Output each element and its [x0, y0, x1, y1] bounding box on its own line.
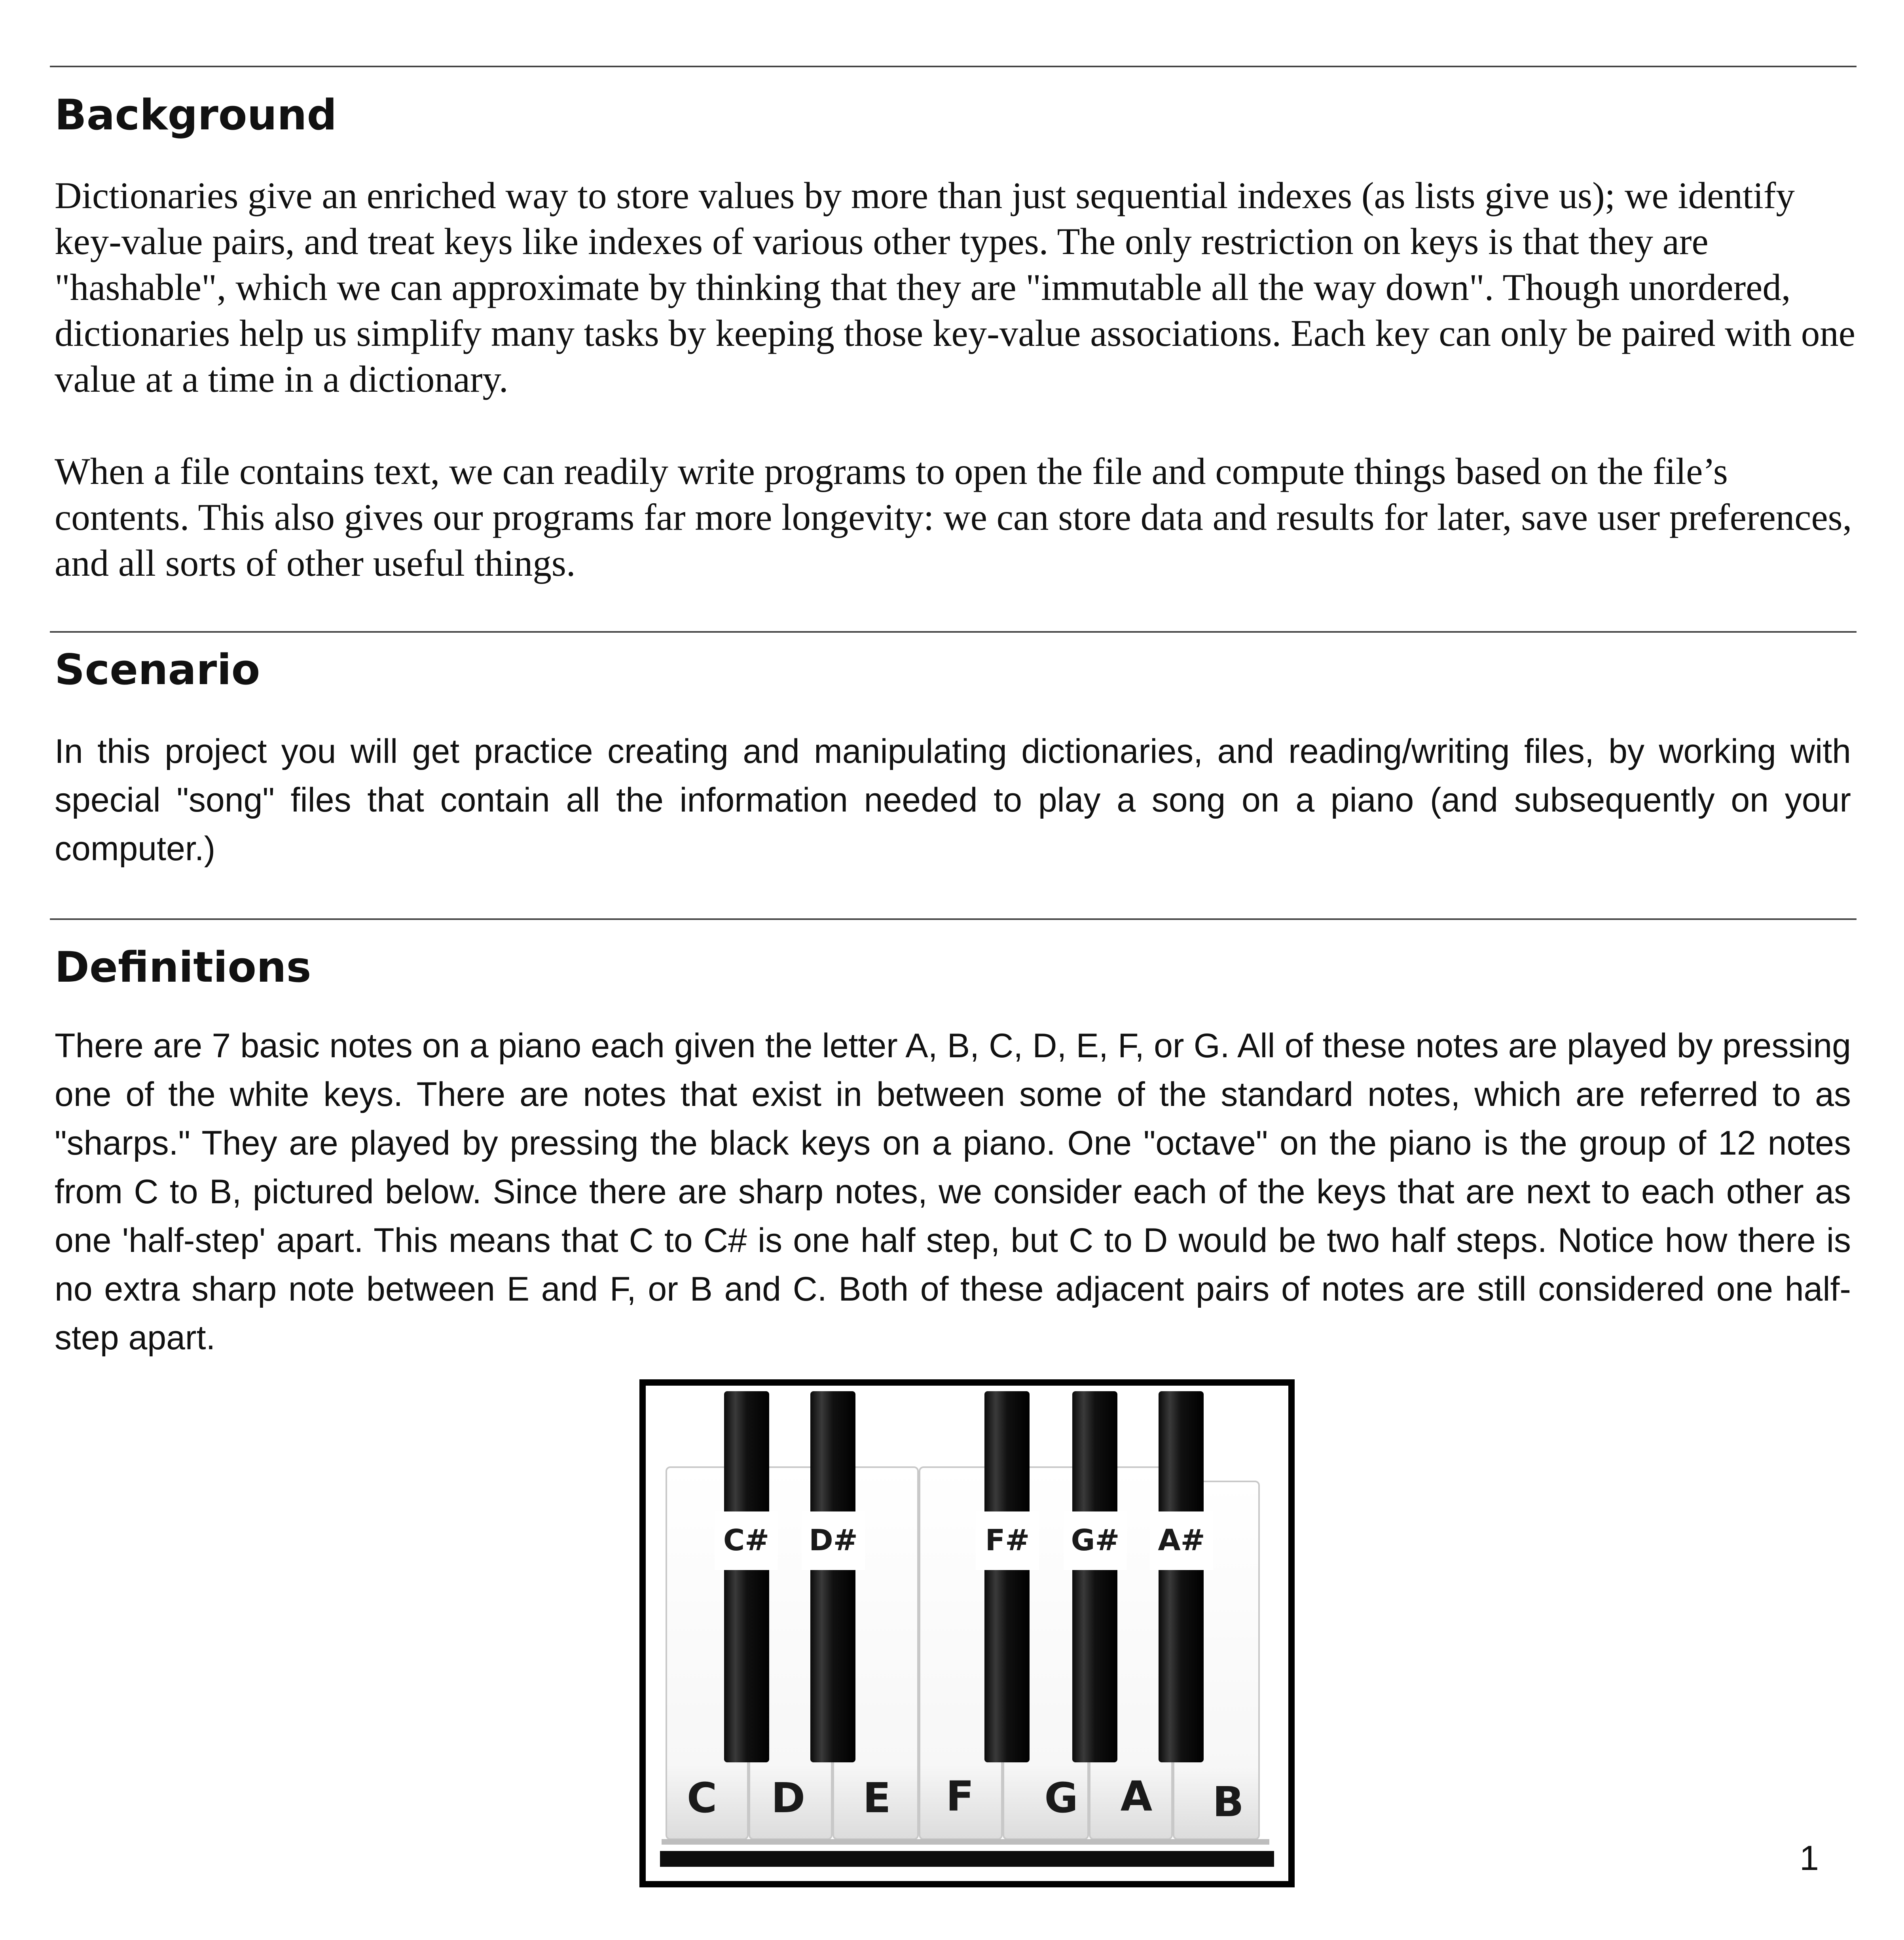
- white-label-g: G: [1044, 1774, 1078, 1822]
- white-label-d: D: [771, 1774, 806, 1822]
- white-label-f: F: [946, 1772, 974, 1821]
- sharp-label-c-sharp: C#: [723, 1523, 770, 1557]
- piano-octave-figure: [639, 1379, 1295, 1887]
- black-key-c-sharp: [724, 1391, 769, 1762]
- section-divider-scenario: [50, 631, 1857, 633]
- white-label-c: C: [687, 1774, 717, 1822]
- background-heading: Background: [55, 91, 337, 139]
- background-paragraph-2: When a file contains text, we can readily write programs to open the file and compute things based on the file’s contents. This also gives our programs far more longevity: we can store data and results for later, save user preferences, and all sorts of other useful things.: [55, 450, 1852, 584]
- black-key-a-sharp: [1159, 1391, 1204, 1762]
- black-key-f-sharp: [984, 1391, 1030, 1762]
- sharp-label-f-sharp: F#: [985, 1523, 1030, 1557]
- sharp-label-g-sharp: G#: [1071, 1523, 1120, 1557]
- definitions-paragraph: There are 7 basic notes on a piano each given the letter A, B, C, D, E, F, or G. All of these notes are played by pressing one of the white keys. There are notes that exist in between some of the standard notes, which are referred to as "sharps." They are played by pressing the black keys on a piano. One "octave" on the piano is the group of 12 notes from C to B, pictured below. Since there are sharp notes, we consider each of the keys that are next to each other as one 'half-step' apart. This means that C to C# is one half step, but C to D would be two half steps. Notice how there is no extra sharp note between E and F, or B and C. Both of these adjacent pairs of notes are still considered one half-step apart.: [55, 1027, 1851, 1357]
- scenario-paragraph: In this project you will get practice creating and manipulating dictionaries, and reading/writing files, by working with special "song" files that contain all the information needed to play a song on a piano (and subsequently on your computer.): [55, 732, 1851, 868]
- white-label-b: B: [1212, 1778, 1244, 1826]
- scenario-heading: Scenario: [55, 645, 260, 694]
- sharp-label-a-sharp: A#: [1158, 1523, 1205, 1557]
- sharp-label-d-sharp: D#: [809, 1523, 858, 1557]
- white-label-a: A: [1120, 1772, 1153, 1821]
- white-label-e: E: [863, 1774, 891, 1822]
- definitions-heading: Definitions: [55, 943, 311, 992]
- piano-key-bed: [662, 1839, 1269, 1845]
- background-paragraph-1: Dictionaries give an enriched way to store values by more than just sequential indexes (as lists give us); we identify key-value pairs, and treat keys like indexes of various other types. The only restriction on keys is that they are "hashable", which we can approximate by thinking that they are "immutable all the way down". Though unordered, dictionaries help us simplify many tasks by keeping those key-value associations. Each key can only be paired with one value at a time in a dictionary.: [55, 174, 1855, 400]
- black-key-g-sharp: [1072, 1391, 1117, 1762]
- piano-base-bar: [660, 1851, 1274, 1867]
- page-number: 1: [1800, 1838, 1819, 1877]
- section-divider-definitions: [50, 918, 1857, 920]
- black-key-d-sharp: [809, 1391, 858, 1762]
- section-divider-top: [50, 66, 1857, 67]
